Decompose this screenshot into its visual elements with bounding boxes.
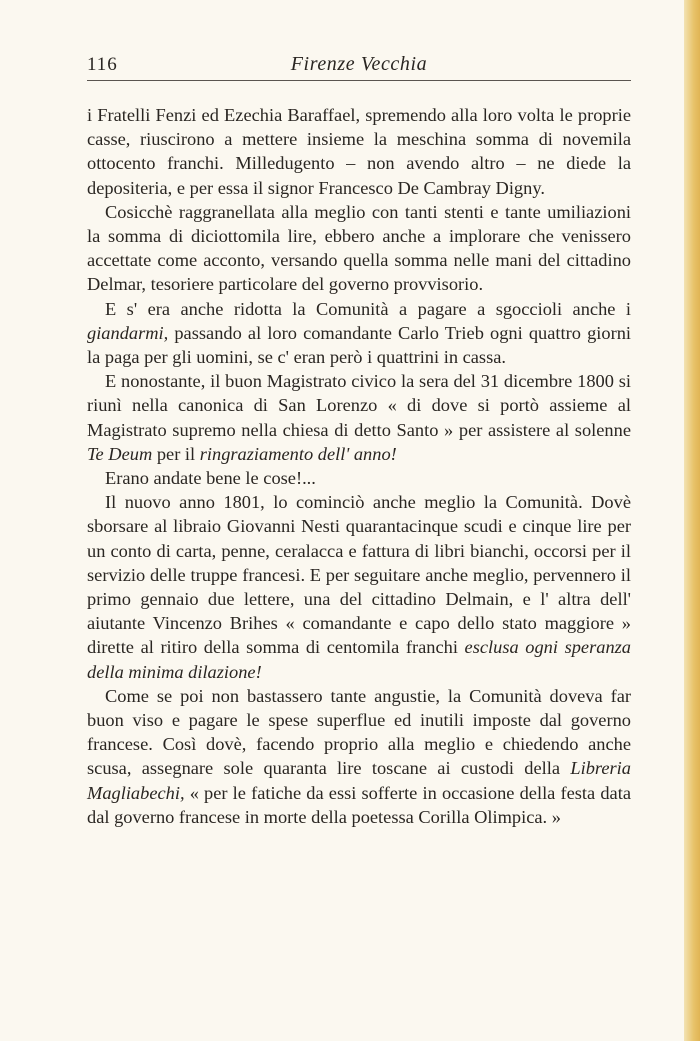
text-segment: passando al loro comandante Carlo Trieb ogni quattro giorni la paga per gli uomini, se c' eran però i quattrini in cassa. — [87, 322, 631, 368]
page-header — [87, 50, 631, 81]
text-segment: Cosicchè raggranellata alla meglio con tanti stenti e tante umiliazioni la somma di diciottomila lire, ebbero anche a implorare che venissero accettate come acconto, versando quella somma nelle mani del cittadino Delmar, tesoriere particolare del governo provvisorio. — [87, 201, 631, 295]
italic-term: Te Deum — [87, 443, 153, 464]
italic-term: giandarmi, — [87, 322, 169, 343]
text-segment: E s' era anche ridotta la Comunità a pagare a sgoccioli anche i — [105, 298, 631, 319]
text-segment: « per le fatiche da essi sofferte in occasione della festa data dal governo francese in morte della poetessa Corilla Olimpica. » — [87, 782, 631, 827]
text-segment: Il nuovo anno 1801, lo cominciò anche meglio la Comunità. Dovè sborsare al libraio Giovanni Nesti quarantacinque scudi e cinque lire per un conto di carta, penne, ceralacca e fattura di libri bianchi, occorsi per il servizio delle truppe francesi. E per seguitare anche meglio, pervennero il primo gennaio due lettere, una del cittadino Delmain, e l' altra dell' aiutante Vincenzo Brihes « comandante e capo dello stato maggiore » dirette al ritiro della somma di centomila franchi — [87, 492, 631, 658]
text-segment: E nonostante, il buon Magistrato civico la sera del 31 dicembre 1800 si riunì nella canonica di San Lorenzo « di dove si portò assieme al Magistrato supremo nella chiesa di detto Santo » per assistere al solenne — [87, 371, 631, 440]
text-segment: i Fratelli Fenzi ed Ezechia Baraffael, spremendo alla loro volta le proprie casse, riuscirono a mettere insieme la meschina somma di novemila ottocento franchi. Milledugento – non avendo altro – ne diede la depositeria, e per essa il signor Francesco De Cambray Digny. — [87, 105, 631, 198]
italic-term: esclusa ogni speranza della minima dilazione! — [87, 637, 631, 682]
paragraph — [87, 369, 631, 466]
paragraph — [87, 466, 631, 490]
text-segment: Erano andate bene le cose!... — [105, 468, 316, 489]
page-number: 116 — [87, 54, 118, 75]
running-title: Firenze Vecchia — [290, 53, 428, 75]
text-segment: Come se poi non bastassero tante angustie, la Comunità doveva far buon viso e pagare le spese superflue ed inutili imposte dal governo francese. Così dovè, facendo proprio alla meglio e chiedendo anche scusa, assegnare sole quaranta lire toscane ai custodi della — [87, 685, 631, 779]
paragraph — [87, 200, 631, 297]
paragraph — [87, 103, 631, 200]
paragraph — [87, 684, 631, 829]
italic-term: Libreria Magliabechi, — [87, 758, 631, 803]
text-segment: per il — [152, 443, 200, 464]
page-edge — [684, 0, 700, 1041]
paragraph — [87, 490, 631, 684]
italic-term: ringraziamento dell' anno! — [199, 443, 397, 464]
page-body — [87, 103, 631, 829]
paragraph — [87, 297, 631, 370]
